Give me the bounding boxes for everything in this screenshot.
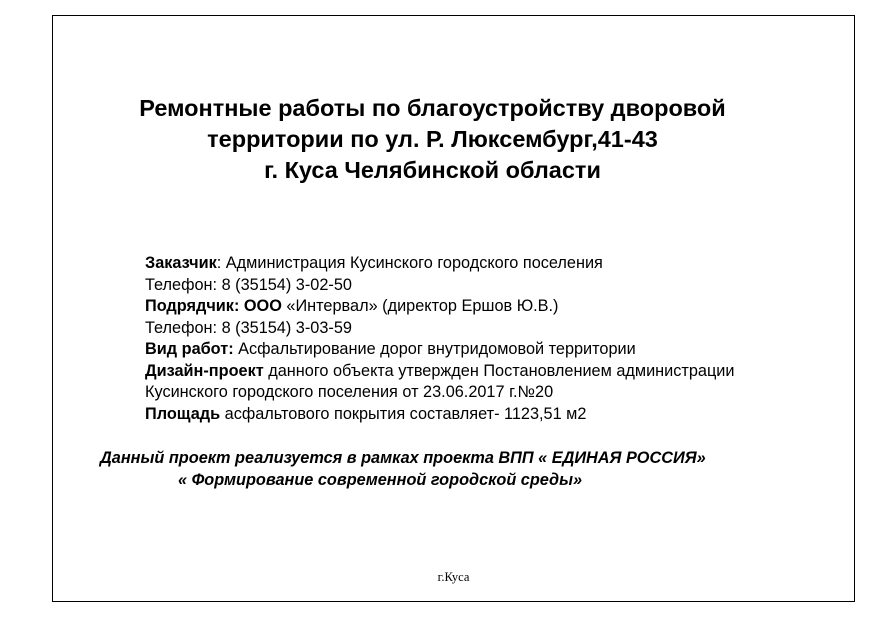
- contractor-phone: Телефон: 8 (35154) 3-03-59: [145, 318, 352, 337]
- area-label: Площадь: [145, 404, 221, 423]
- contractor-value: «Интервал» (директор Ершов Ю.В.): [281, 297, 559, 315]
- slogan: [60, 447, 860, 491]
- work-value: Асфальтирование дорог внутридомовой территории: [233, 340, 636, 358]
- slogan-line-1: Данный проект реализуется в рамках проекта ВПП « ЕДИНАЯ РОССИЯ»: [100, 449, 706, 467]
- design-value: данного объекта утвержден Постановлением администрации: [263, 361, 735, 380]
- project-info: [145, 253, 860, 425]
- title-line-1: Ремонтные работы по благоустройству дворовой: [139, 95, 726, 121]
- title-line-3: г. Куса Челябинской области: [264, 157, 601, 183]
- work-label: Вид работ:: [145, 340, 234, 358]
- customer-row: [145, 253, 860, 275]
- document-title: [60, 93, 805, 186]
- customer-label: Заказчик: [145, 254, 217, 272]
- footer-city: г.Куса: [437, 570, 470, 584]
- customer-phone: Телефон: 8 (35154) 3-02-50: [145, 275, 352, 294]
- title-line-2: территории по ул. Р. Люксембург,41-43: [207, 126, 658, 152]
- contractor-row: [145, 296, 860, 318]
- contractor-label: Подрядчик: ООО: [145, 297, 282, 315]
- work-row: [145, 339, 860, 361]
- area-row: [145, 404, 860, 426]
- design-row-continued: Кусинского городского поселения от 23.06.2017 г.№20: [145, 383, 554, 401]
- area-value: асфальтового покрытия составляет- 1123,51 м2: [220, 404, 587, 423]
- customer-value: : Администрация Кусинского городского поселения: [216, 254, 603, 272]
- design-label: Дизайн-проект: [145, 361, 264, 380]
- design-row: [145, 361, 860, 383]
- slogan-line-2: « Формирование современной городской среды»: [178, 471, 583, 489]
